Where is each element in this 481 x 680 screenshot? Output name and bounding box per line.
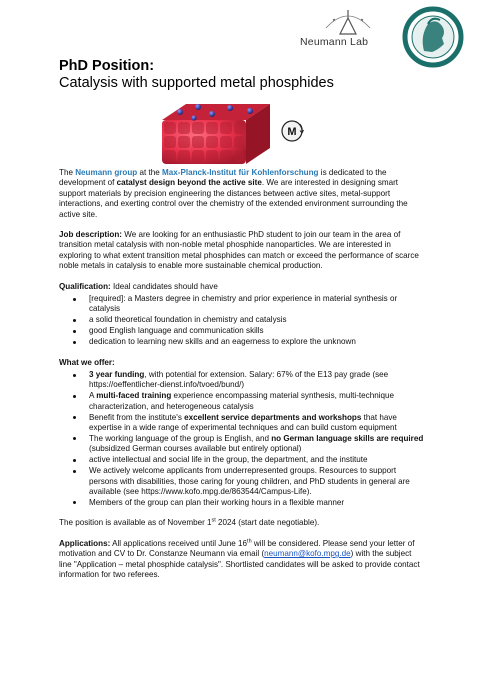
applications-text: All applications received until June 16 bbox=[110, 538, 248, 548]
offer-text: A bbox=[89, 391, 97, 401]
offer-text: that have expertise in a wide range of experimental techniques and can build custom equipment bbox=[89, 412, 397, 433]
job-description-paragraph bbox=[59, 230, 424, 272]
availability-text-2: 2024 (start date negotiable). bbox=[215, 518, 320, 528]
svg-text:M: M bbox=[287, 126, 297, 138]
list-item bbox=[59, 391, 424, 412]
intro-text-1: The bbox=[59, 168, 76, 177]
list-item bbox=[59, 434, 424, 455]
flask-icon bbox=[318, 8, 378, 38]
availability-paragraph bbox=[59, 518, 424, 528]
lab-name: Neumann Lab bbox=[300, 36, 369, 48]
intro-text-4: . We are interested in designing smart support materials by precision engineering the distances between active sites, metal-support interactions, and exerting control over the chemistry of the extended environment surrounding the active site. bbox=[59, 178, 408, 219]
body-content bbox=[59, 168, 424, 590]
max-planck-minerva-logo bbox=[398, 6, 468, 68]
group-name: Neumann group bbox=[75, 168, 138, 177]
page-title: PhD Position: bbox=[59, 58, 155, 74]
offer-text: Benefit from the institute's bbox=[89, 412, 185, 422]
list-item: good English language and communication skills bbox=[59, 326, 424, 336]
list-item: [required]: a Masters degree in chemistry and prior experience in material synthesis or catalysis bbox=[59, 294, 424, 315]
applications-paragraph bbox=[59, 539, 424, 581]
list-item bbox=[59, 370, 424, 391]
intro-text-2: at the bbox=[137, 168, 163, 177]
applications-label: Applications: bbox=[59, 538, 111, 548]
qualification-text: Ideal candidates should have bbox=[110, 281, 218, 291]
offer-text: , with potential for extension. Salary: 67% of the E13 pay grade (see https://oeffentlicher-dienst.info/tvoed/bund/) bbox=[89, 370, 389, 390]
availability-sup: st bbox=[211, 517, 216, 524]
list-item: active intellectual and social life in the group, the department, and the institute bbox=[59, 455, 424, 465]
list-item: dedication to learning new skills and an eagerness to explore the unknown bbox=[59, 337, 424, 347]
list-item: Members of the group can plan their working hours in a flexible manner bbox=[59, 498, 424, 508]
availability-text: The position is available as of November 1 bbox=[59, 518, 212, 528]
applications-text-2: will be considered. Please send your letter of motivation and CV to Dr. Constanze Neumann via email ( bbox=[59, 538, 415, 559]
qualification-label: Qualification: bbox=[59, 281, 111, 291]
list-item bbox=[59, 413, 424, 434]
offer-emphasis: multi-faced training bbox=[96, 391, 172, 401]
list-item: a solid theoretical foundation in chemistry and catalysis bbox=[59, 315, 424, 325]
applications-text-3: ) with the subject line "Application – metal phosphide catalysis". Shortlisted candidates will be asked to provide contact information for two referees. bbox=[59, 549, 420, 579]
offer-text: The working language of the group is English, and bbox=[89, 433, 272, 443]
page-subtitle: Catalysis with supported metal phosphides bbox=[59, 75, 334, 91]
offer-emphasis: excellent service departments and workshops bbox=[184, 412, 362, 422]
job-description-label: Job description: bbox=[59, 230, 122, 240]
neumann-lab-logo bbox=[300, 6, 400, 56]
list-item: We actively welcome applicants from underrepresented groups. Resources to support persons with disabilities, those caring for young children, and PhD students in general are available (see https://www.kofo.mpg.de/863544/Campus-Life). bbox=[59, 466, 424, 497]
offer-list bbox=[59, 370, 424, 508]
intro-text-3: is dedicated to the development of bbox=[59, 168, 387, 188]
institute-name: Max-Planck-Institut für Kohlenforschung bbox=[162, 168, 319, 177]
qualification-paragraph bbox=[59, 282, 424, 292]
offer-text: experience encompassing material synthesis, multi-technique characterization, and heterogeneous catalysis bbox=[89, 391, 395, 411]
qualification-list bbox=[59, 294, 424, 348]
offer-text: (subsidized German courses available but entirely optional) bbox=[89, 444, 302, 454]
job-description-text: We are looking for an enthusiastic PhD student to join our team in the area of transition metal catalysis with non-noble metal phosphide nanoparticles. We are interested in exploring to what extent transition metal phosphides can match or exceed the performance of scarce noble metals in catalysis to enable more sustainable chemical production. bbox=[59, 230, 419, 271]
offer-emphasis: no German language skills are required bbox=[271, 433, 424, 443]
reaction-m-icon bbox=[279, 118, 305, 144]
applications-sup: th bbox=[247, 538, 252, 544]
intro-emphasis: catalyst design beyond the active site bbox=[116, 178, 262, 188]
email-link[interactable]: neumann@kofo.mpg.de bbox=[264, 549, 351, 559]
intro-paragraph bbox=[59, 168, 424, 220]
offer-emphasis: 3 year funding bbox=[89, 370, 145, 379]
offer-label: What we offer: bbox=[59, 357, 115, 367]
